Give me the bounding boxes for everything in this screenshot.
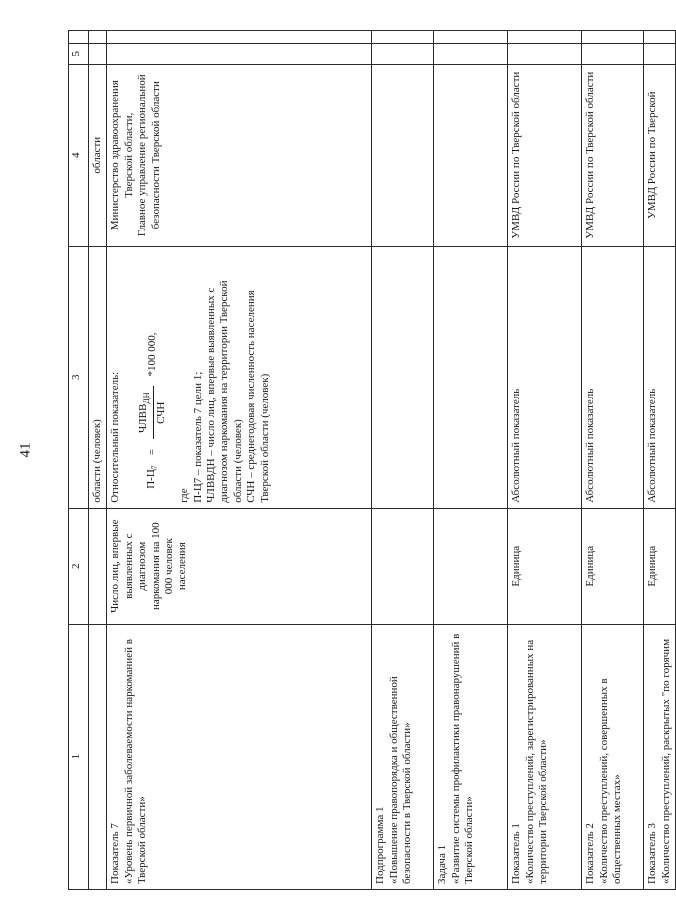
formula xyxy=(137,252,168,489)
row-5-col-1: Показатель 2 «Количество преступлений, совершенных в общественных местах» xyxy=(582,624,644,889)
row-1-col-5 xyxy=(107,43,372,64)
table-row xyxy=(372,31,434,890)
header-col-1: 1 xyxy=(69,624,89,889)
row-4-extra-col xyxy=(508,31,582,44)
row-6-extra-col xyxy=(644,31,676,44)
row-6-col-1: Показатель 3 «Количество преступлений, раскрытых "по горячим xyxy=(644,624,676,889)
row-0-col-5 xyxy=(89,43,107,64)
row-3-col-2 xyxy=(434,508,508,624)
indicator-table xyxy=(68,30,676,890)
row-3-col-4 xyxy=(434,64,508,246)
formula-lhs: $П-Ц_7$ xyxy=(145,465,160,489)
row-4-col-3: Абсолютный показатель xyxy=(508,246,582,508)
formula-intro: Относительный показатель: xyxy=(109,371,122,503)
row-5-col-2: Единица xyxy=(582,508,644,624)
table-row xyxy=(434,31,508,890)
row-2-col-3 xyxy=(372,246,434,508)
table-row xyxy=(582,31,644,890)
formula-definitions: где П-Ц7 – показатель 7 цели 1; ЧЛВВДН – число лиц, впервые выявленных с диагнозом наркомания на территории Тверской области (человек) СЧН – среднегодовая численность населения Тверской области (человек) xyxy=(178,280,271,503)
formula-denominator: СЧН xyxy=(154,401,167,424)
row-6-col-3: Абсолютный показатель xyxy=(644,246,676,508)
row-1-col-2: Число лиц, впервые выявленных с диагнозом наркомания на 100 000 человек населения xyxy=(107,508,372,624)
row-6-col-2: Единица xyxy=(644,508,676,624)
row-4-col-1: Показатель 1 «Количество преступлений, зарегистрированных на территории Тверской области» xyxy=(508,624,582,889)
row-5-col-4: УМВД России по Тверской области xyxy=(582,64,644,246)
header-col-4: 4 xyxy=(69,64,89,246)
table-row xyxy=(107,31,372,890)
row-2-col-4 xyxy=(372,64,434,246)
header-col-5: 5 xyxy=(69,43,89,64)
header-col-2: 2 xyxy=(69,508,89,624)
row-5-col-3: Абсолютный показатель xyxy=(582,246,644,508)
row-3-col-5 xyxy=(434,43,508,64)
page-number: 41 xyxy=(17,442,34,458)
row-1-extra-col xyxy=(107,31,372,44)
formula-multiplier: *100 000, xyxy=(145,332,158,377)
row-4-col-5 xyxy=(508,43,582,64)
row-0-extra-col xyxy=(89,31,107,44)
formula-equals: = xyxy=(145,449,158,456)
row-1-col-3 xyxy=(107,246,372,508)
row-6-col-5 xyxy=(644,43,676,64)
row-1-col-4: Министерство здравоохранения Тверской области, Главное управление региональной безопасности Тверской области xyxy=(107,64,372,246)
row-4-col-2: Единица xyxy=(508,508,582,624)
row-4-col-4: УМВД России по Тверской области xyxy=(508,64,582,246)
row-2-col-1: Подпрограмма 1 «Повышение правопорядка и общественной безопасности в Тверской области» xyxy=(372,624,434,889)
row-2-extra-col xyxy=(372,31,434,44)
formula-fraction xyxy=(137,386,168,439)
row-5-extra-col xyxy=(582,31,644,44)
table-row xyxy=(644,31,676,890)
row-3-col-1: Задача 1 «Развитие системы профилактики правонарушений в Тверской области» xyxy=(434,624,508,889)
header-col-3: 3 xyxy=(69,246,89,508)
row-5-col-5 xyxy=(582,43,644,64)
row-3-col-3 xyxy=(434,246,508,508)
row-1-col-1: Показатель 7 «Уровень первичной заболеваемости наркоманией в Тверской области» xyxy=(107,624,372,889)
formula-numerator: $ЧЛВВ_{ДН}$ xyxy=(137,386,154,439)
row-6-col-4: УМВД России по Тверской xyxy=(644,64,676,246)
header-row xyxy=(69,31,89,890)
header-extra-col xyxy=(69,31,89,44)
table-row xyxy=(508,31,582,890)
row-0-col-3: области (человек) xyxy=(89,246,107,508)
row-3-extra-col xyxy=(434,31,508,44)
row-0-col-4: области xyxy=(89,64,107,246)
row-0-col-2 xyxy=(89,508,107,624)
row-2-col-5 xyxy=(372,43,434,64)
table-row xyxy=(89,31,107,890)
row-2-col-2 xyxy=(372,508,434,624)
row-0-col-1 xyxy=(89,624,107,889)
